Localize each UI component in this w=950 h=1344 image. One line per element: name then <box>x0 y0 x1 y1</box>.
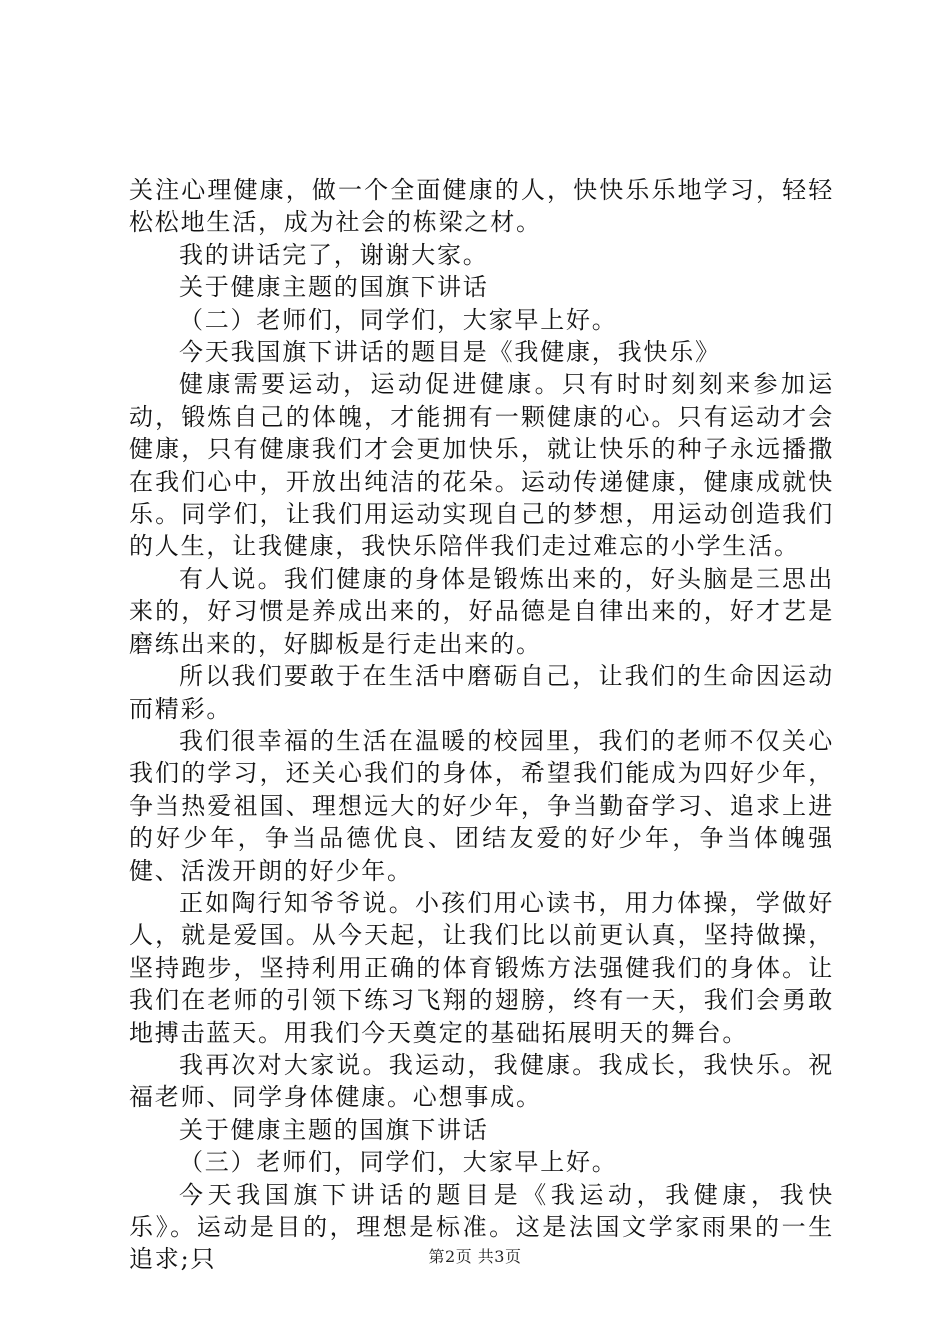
paragraph-4: 今天我国旗下讲话的题目是《我健康，我快乐》 <box>179 338 721 367</box>
paragraph-12: 今天我国旗下讲话的题目是《我运动，我健康，我快乐》。运动是目的，理想是标准。这是法国文学家雨果的一生追求;只 <box>129 1180 834 1274</box>
paragraph-10: 我再次对大家说。我运动，我健康。我成长，我快乐。祝福老师、同学身体健康。心想事成。 <box>129 1050 834 1112</box>
document-body <box>129 174 834 1276</box>
page-number-footer: 第2页 共3页 <box>428 1247 522 1266</box>
paragraph-11: （三）老师们，同学们，大家早上好。 <box>179 1148 618 1177</box>
paragraph-7: 所以我们要敢于在生活中磨砺自己，让我们的生命因运动而精彩。 <box>129 662 834 723</box>
paragraph-9: 正如陶行知爷爷说。小孩们用心读书，用力体操，学做好人，就是爱国。从今天起，让我们比以前更认真，坚持做操，坚持跑步，坚持利用正确的体育锻炼方法强健我们的身体。让我们在老师的引领下练习飞翔的翅膀，终有一天，我们会勇敢地搏击蓝天。用我们今天奠定的基础拓展明天的舞台。 <box>129 888 834 1047</box>
paragraph-8: 我们很幸福的生活在温暖的校园里，我们的老师不仅关心我们的学习，还关心我们的身体，希望我们能成为四好少年，争当热爱祖国、理想远大的好少年，争当勤奋学习、追求上进的好少年，争当品德优良、团结友爱的好少年，争当体魄强健、活泼开朗的好少年。 <box>129 726 834 885</box>
paragraph-2: 我的讲话完了，谢谢大家。 <box>179 240 489 269</box>
paragraph-6: 有人说。我们健康的身体是锻炼出来的，好头脑是三思出来的，好习惯是养成出来的，好品德是自律出来的，好才艺是磨练出来的，好脚板是行走出来的。 <box>129 564 834 658</box>
section-heading-1: 关于健康主题的国旗下讲话 <box>179 273 489 302</box>
paragraph-3: （二）老师们，同学们，大家早上好。 <box>179 305 618 334</box>
section-heading-2: 关于健康主题的国旗下讲话 <box>179 1115 489 1144</box>
paragraph-1: 关注心理健康，做一个全面健康的人，快快乐乐地学习，轻轻松松地生活，成为社会的栋梁之材。 <box>129 176 834 237</box>
paragraph-5: 健康需要运动，运动促进健康。只有时时刻刻来参加运动，锻炼自己的体魄，才能拥有一颗健康的心。只有运动才会健康，只有健康我们才会更加快乐，就让快乐的种子永远播撒在我们心中，开放出纯洁的花朵。运动传递健康，健康成就快乐。同学们，让我们用运动实现自己的梦想，用运动创造我们的人生，让我健康，我快乐陪伴我们走过难忘的小学生活。 <box>129 370 834 561</box>
